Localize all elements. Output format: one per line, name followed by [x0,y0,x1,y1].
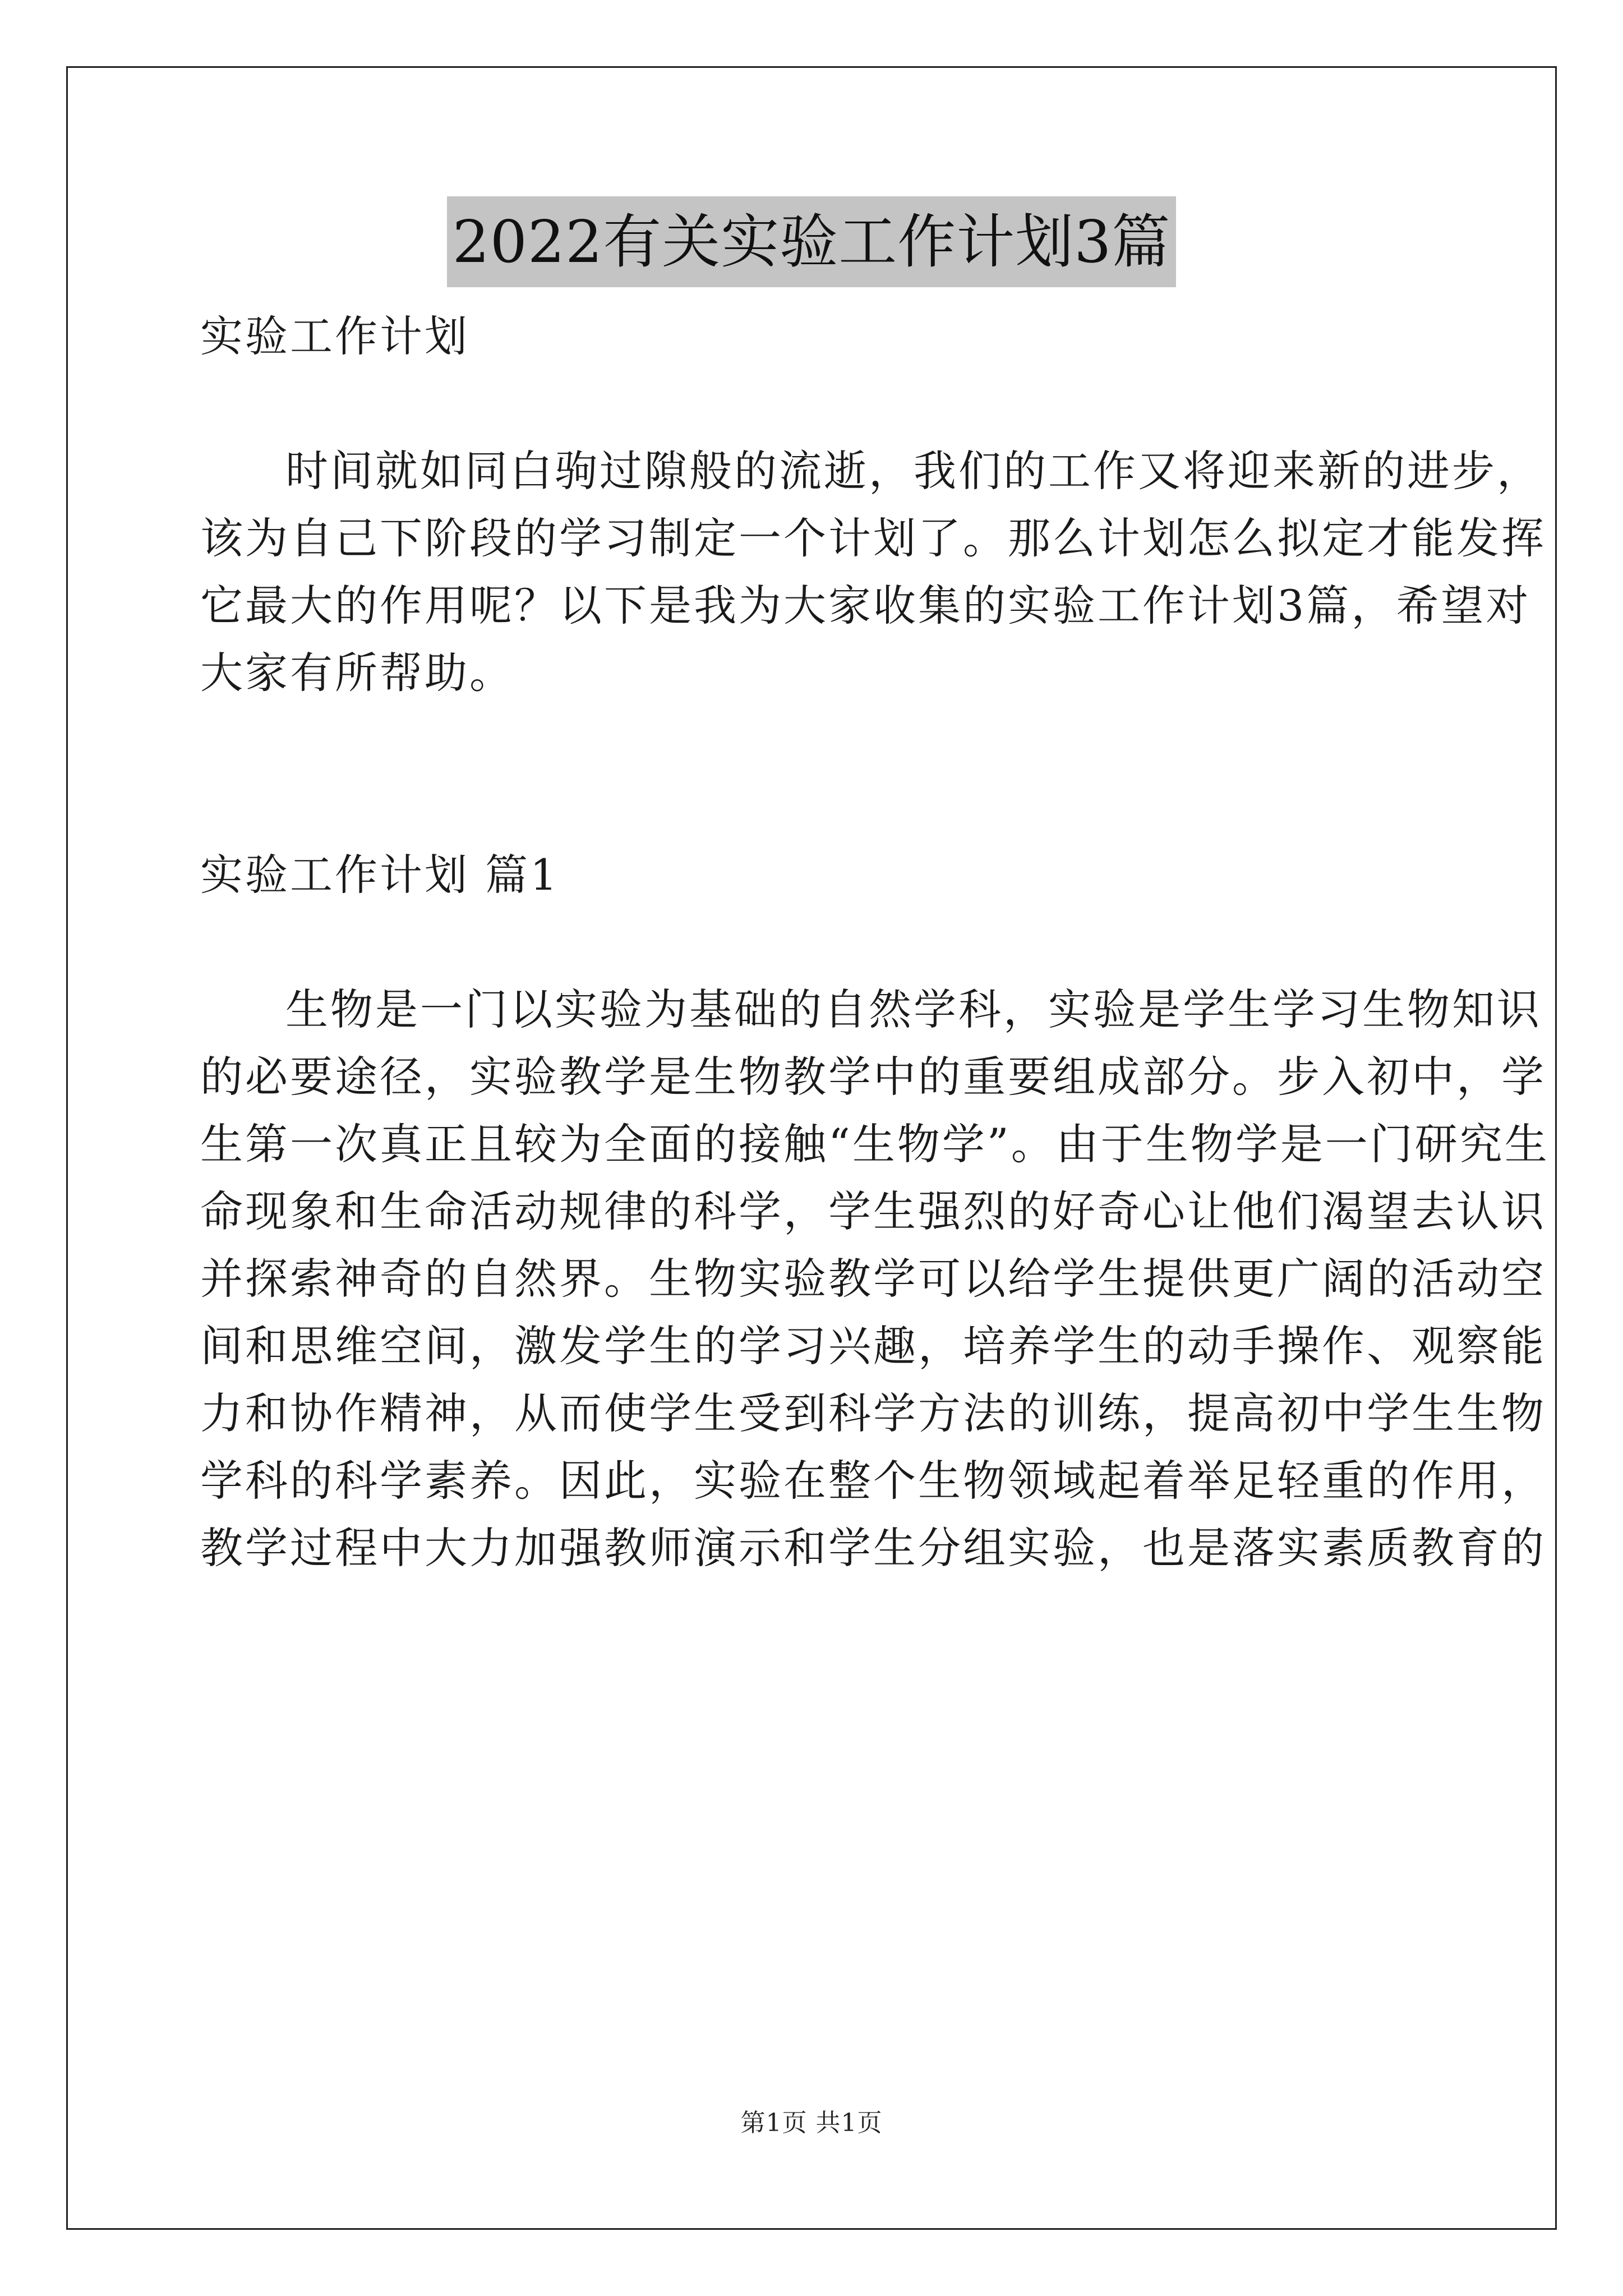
section1-line: 生物是一门以实验为基础的自然学科，实验是学生学习生物知识 [285,984,1542,1034]
spacer [200,707,1428,774]
section1-line: 力和协作精神，从而使学生受到科学方法的训练，提高初中学生生物 [200,1388,1546,1438]
document-body [200,303,1550,1582]
intro-line: 大家有所帮助。 [200,648,514,698]
section1-heading: 实验工作计划 篇1 [200,850,560,900]
spacer [200,370,1428,438]
section1-line: 教学过程中大力加强教师演示和学生分组实验，也是落实素质教育的 [200,1523,1546,1573]
intro-heading: 实验工作计划 [200,311,469,361]
section1-line: 生第一次真正且较为全面的接触“生物学”。由于生物学是一门研究生 [200,1119,1550,1169]
section1-line: 的必要途径，实验教学是生物教学中的重要组成部分。步入初中，学 [200,1052,1546,1102]
page-footer: 第1页 共1页 [740,2109,883,2137]
document-title: 2022有关实验工作计划3篇 [447,196,1177,287]
title-container [0,196,1623,287]
section1-line: 学科的科学素养。因此，实验在整个生物领域起着举足轻重的作用， [200,1456,1546,1506]
intro-line: 时间就如同白驹过隙般的流逝，我们的工作又将迎来新的进步， [285,446,1542,496]
section1-line: 命现象和生命活动规律的科学，学生强烈的好奇心让他们渴望去认识 [200,1186,1546,1236]
spacer [200,909,1428,976]
intro-line: 它最大的作用呢？以下是我为大家收集的实验工作计划3篇，希望对 [200,581,1531,631]
section1-line: 并探索神奇的自然界。生物实验教学可以给学生提供更广阔的活动空 [200,1254,1546,1304]
intro-line: 该为自己下阶段的学习制定一个计划了。那么计划怎么拟定才能发挥 [200,513,1546,563]
spacer [200,774,1428,841]
section1-line: 间和思维空间，激发学生的学习兴趣，培养学生的动手操作、观察能 [200,1321,1546,1371]
